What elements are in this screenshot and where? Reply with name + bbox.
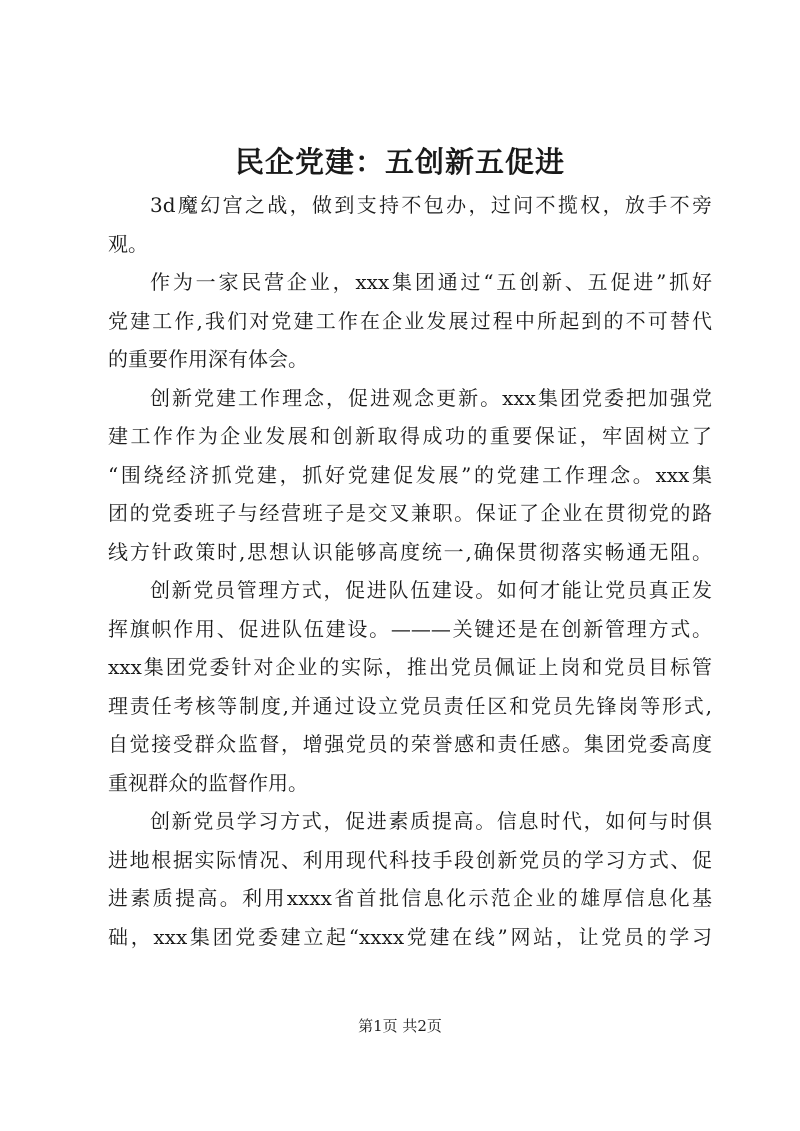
document-body <box>108 186 712 956</box>
paragraph-line: 的重要作用深有体会。 <box>108 347 308 371</box>
paragraph-line: 重视群众的监督作用。 <box>108 770 308 795</box>
paragraph-line: 创新党员学习方式，促进素质提高。信息时代，如何与时俱 <box>150 809 712 833</box>
paragraph-line: 党建工作,我们对党建工作在企业发展过程中所起到的不可替代 <box>108 308 712 333</box>
paragraph-line: 进地根据实际情况、利用现代科技手段创新党员的学习方式、促 <box>108 847 712 872</box>
paragraph-line: 创新党员管理方式，促进队伍建设。如何才能让党员真正发 <box>150 578 712 602</box>
paragraph-line: 础，xxx集团党委建立起“xxxx党建在线”网站，让党员的学习 <box>108 924 712 949</box>
paragraph-line: 作为一家民营企业，xxx集团通过“五创新、五促进”抓好 <box>150 270 712 294</box>
paragraph-line: xxx集团党委针对企业的实际，推出党员佩证上岗和党员目标管 <box>108 655 712 679</box>
paragraph-line: 观。 <box>108 231 148 256</box>
paragraph-line: 自觉接受群众监督，增强党员的荣誉感和责任感。集团党委高度 <box>108 732 712 756</box>
paragraph-line: 线方针政策时,思想认识能够高度统一,确保贯彻落实畅通无阻。 <box>108 539 712 564</box>
document-title: 民企党建：五创新五促进 <box>234 145 565 179</box>
paragraph-line: “围绕经济抓党建，抓好党建促发展”的党建工作理念。xxx集 <box>108 462 712 487</box>
paragraph-line: 3d魔幻宫之战，做到支持不包办，过问不揽权，放手不旁 <box>150 193 712 217</box>
paragraph-line: 创新党建工作理念，促进观念更新。xxx集团党委把加强党 <box>150 385 712 410</box>
paragraph-line: 团的党委班子与经营班子是交叉兼职。保证了企业在贯彻党的路 <box>108 501 712 525</box>
paragraph-line: 挥旗帜作用、促进队伍建设。———关键还是在创新管理方式。 <box>108 616 712 641</box>
paragraph-line: 理责任考核等制度,并通过设立党员责任区和党员先锋岗等形式, <box>108 693 712 718</box>
paragraph-line: 建工作作为企业发展和创新取得成功的重要保证，牢固树立了 <box>108 424 712 448</box>
paragraph-line: 进素质提高。利用xxxx省首批信息化示范企业的雄厚信息化基 <box>108 886 712 910</box>
page-number-footer: 第1页 共2页 <box>358 1017 442 1035</box>
